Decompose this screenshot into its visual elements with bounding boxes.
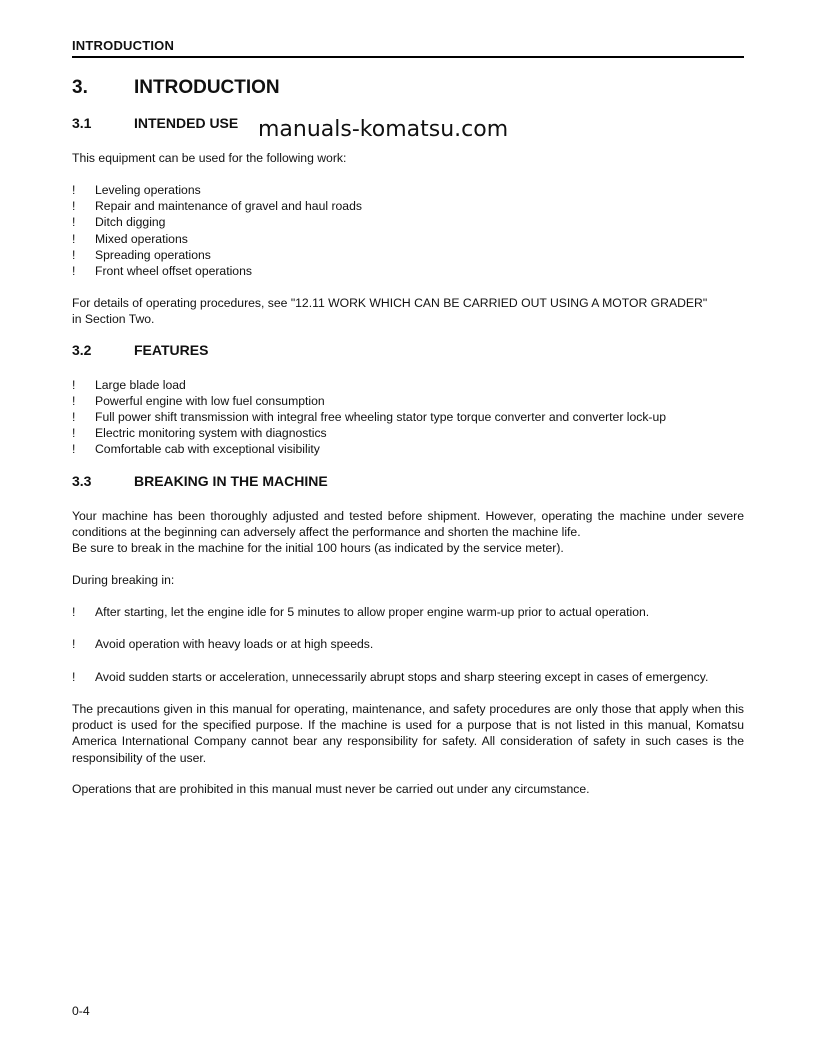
breaking-in-hours: Be sure to break in the machine for the initial 100 hours (as indicated by the service meter). bbox=[72, 541, 564, 555]
prohibited-operations: Operations that are prohibited in this manual must never be carried out under any circumstance. bbox=[72, 782, 590, 796]
bullet: ! bbox=[72, 442, 76, 456]
page-number: 0-4 bbox=[72, 1004, 90, 1018]
bullet: ! bbox=[72, 199, 76, 213]
section-number: 3.3 bbox=[72, 473, 92, 489]
section-number: 3.2 bbox=[72, 342, 92, 358]
section-title: INTENDED USE bbox=[134, 115, 239, 131]
precautions-paragraph: The precautions given in this manual for operating, maintenance, and safety procedures are only those that apply when this product is used for the specified purpose. If the machine is used for a purpose that is not listed in this manual, Komatsu America International Company cannot bear any responsibility for safety. All consideration of safety in such cases is the responsibility of the user. bbox=[72, 702, 744, 765]
intended-use-intro: This equipment can be used for the following work: bbox=[72, 151, 347, 165]
section-number: 3.1 bbox=[72, 115, 92, 131]
bullet: ! bbox=[72, 637, 76, 651]
bullet: ! bbox=[72, 264, 76, 278]
chapter-title: INTRODUCTION bbox=[134, 77, 280, 98]
running-header: INTRODUCTION bbox=[72, 38, 744, 58]
section-title: BREAKING IN THE MACHINE bbox=[134, 473, 328, 489]
bullet: ! bbox=[72, 378, 76, 392]
bullet: ! bbox=[72, 426, 76, 440]
watermark: manuals-komatsu.com bbox=[258, 117, 509, 142]
bullet: ! bbox=[72, 670, 76, 684]
manual-page: INTRODUCTION 3. INTRODUCTION 3.1 INTENDED USE manuals-komatsu.com This equipment can be used for the following work: ! Leveling operations ! Repair and maintenance of gravel and haul roads ! Ditch digging ! Mixed operations ! Spreading operations ! Front wheel offset operations For details of operating procedures, see "12.11 WORK WHICH CAN BE CARRIED OUT USING A MOTOR GRADER" in Section Two. 3.2 FEATURES ! Large blade load ! Powerful engine with low fuel consumption ! Full power shift transmission with integral free wheeling stator type torque converter and converter lock-up ! Electric monitoring system with diagnostics ! Comfortable cab with exceptional visibility 3.3 BREAKING IN THE MACHINE Your machine has been thoroughly adjusted and tested before shipment. However, operating the machine under severe conditions at the beginning can adversely affect the performance and shorten the machine life. Be sure to break in the machine for the initial 100 hours (as indicated by the service meter). During breaking in: ! After starting, let the engine idle for 5 minutes to allow proper engine warm-up prior to actual operation. ! Avoid operation with heavy loads or at high speeds. ! Avoid sudden starts or acceleration, unnecessarily abrupt stops and sharp steering except in cases of emergency. The precautions given in this manual for operating, maintenance, and safety procedures are only those that apply when this product is used for the specified purpose. If the machine is used for a purpose that is not listed in this manual, Komatsu America International Company cannot bear any responsibility for safety. All consideration of safety in such cases is the responsibility of the user. Operations that are prohibited in this manual must never be carried out under any circumstance. 0-4 bbox=[72, 38, 744, 1018]
bullet: ! bbox=[72, 248, 76, 262]
operating-procedures-reference: For details of operating procedures, see "12.11 WORK WHICH CAN BE CARRIED OUT USING A MOTOR GRADER" bbox=[72, 296, 708, 310]
bullet: ! bbox=[72, 394, 76, 408]
bullet: ! bbox=[72, 183, 76, 197]
bullet: ! bbox=[72, 410, 76, 424]
section-title: FEATURES bbox=[134, 342, 209, 358]
bullet: ! bbox=[72, 215, 76, 229]
operating-procedures-reference-cont: in Section Two. bbox=[72, 312, 155, 326]
during-breaking-in: During breaking in: bbox=[72, 573, 175, 587]
chapter-number: 3. bbox=[72, 77, 88, 98]
breaking-in-paragraph: Your machine has been thoroughly adjusted and tested before shipment. However, operating the machine under severe conditions at the beginning can adversely affect the performance and shorten the machine life. bbox=[72, 509, 744, 540]
bullet: ! bbox=[72, 605, 76, 619]
bullet: ! bbox=[72, 232, 76, 246]
